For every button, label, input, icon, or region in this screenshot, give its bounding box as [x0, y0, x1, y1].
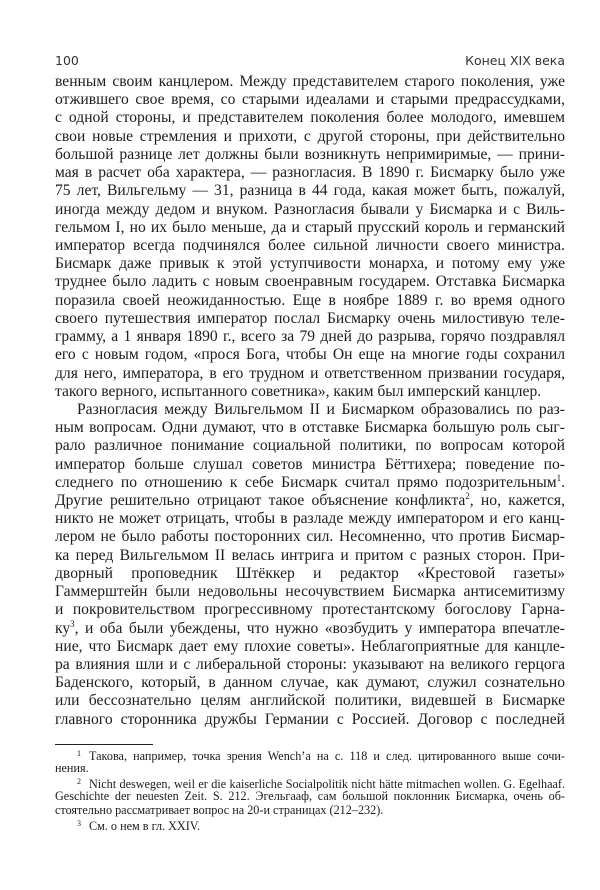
line-text: ку	[55, 619, 71, 637]
line-text: ра влияния шли и с либеральной стороны: указывают на великого герцога	[55, 656, 565, 673]
footnote-divider	[55, 744, 153, 745]
line-text-tail: , и оба были убеждены, что нужно «возбудить у императора впечатле-	[74, 619, 565, 637]
text-line	[55, 383, 565, 401]
line-text: свои новые стремления и прихоти, с другой стороны, при действительно	[55, 127, 565, 145]
text-line	[55, 73, 565, 91]
text-line	[55, 146, 565, 164]
line-text: труднее было ладить с новым своенравным государем. Отставка Бисмарка	[55, 273, 565, 291]
footnote-line	[55, 775, 565, 789]
line-text: следнего по отношению к себе Бисмарк считал прямо подозрительным	[55, 473, 557, 491]
running-title: Конец XIX века	[465, 53, 565, 68]
text-line	[55, 674, 565, 692]
line-text: дворный проповедник Штёккер и редактор «Крестовой газеты»	[55, 564, 565, 582]
text-line	[55, 273, 565, 291]
footnote-number: 1	[77, 749, 81, 758]
footnote-line	[55, 803, 565, 817]
footnote-text: стоятельно рассматривает вопрос на 20-и страницах (212–232).	[55, 803, 384, 817]
footnote-number: 3	[77, 819, 81, 828]
footnote-text: См. о нем в гл. XXIV.	[89, 819, 201, 833]
line-text: своего путешествия император послал Бисмарку очень милостивую теле-	[55, 309, 565, 327]
line-text: или бессознательно целям английской политики, видевшей в Бисмарке	[55, 692, 565, 710]
line-text: его с новым годом, «прося Бога, чтобы Он еще на многие годы сохранил	[55, 346, 565, 364]
text-line	[55, 528, 565, 546]
text-line	[55, 711, 565, 729]
text-line	[55, 437, 565, 455]
line-text: поразила своей неожиданностью. Еще в ноябре 1889 г. во время одного	[55, 291, 565, 309]
line-text: большой разнице лет должны были возникнуть непримиримые, — прини-	[55, 145, 565, 163]
text-line	[55, 565, 565, 583]
footnote-line	[55, 789, 565, 803]
text-line	[55, 601, 565, 619]
text-line	[55, 547, 565, 565]
text-line	[55, 419, 565, 437]
line-text: Баденского, который, в данном случае, как думают, служил сознательно	[55, 674, 565, 692]
line-text: ка перед Вильгельмом II велась интрига и притом с разных сторон. При-	[55, 546, 565, 564]
line-text: никто не может отрицать, чтобы в разладе между императором и его канц-	[55, 510, 565, 528]
line-text: Разногласия между Вильгельмом II и Бисмарком образовались по раз-	[77, 400, 565, 418]
line-text: ным вопросам. Одни думают, что в отставке Бисмарка большую роль сыг-	[55, 419, 565, 437]
line-text: Гаммерштейн были недовольны несочувствием Бисмарка антисемитизму	[55, 583, 565, 601]
line-text: отжившего свое время, со старыми идеалами и старыми предрассудками,	[55, 91, 565, 109]
text-line	[55, 109, 565, 127]
line-text: мая в расчет оба характера, — разногласия. В 1890 г. Бисмарку было уже	[55, 164, 565, 182]
line-text: ние, что Бисмарк дает ему плохие советы». Неблагоприятные для канцле-	[55, 637, 565, 655]
line-text: иногда между дедом и внуком. Разногласия бывали у Бисмарка и с Виль-	[55, 200, 565, 218]
line-text: император больше слушал советов министра Бёттихера; поведение по-	[55, 455, 565, 473]
footnote-line	[55, 817, 565, 831]
line-text: грамму, а 1 января 1890 г., всего за 79 дней до разрыва, горячо поздравлял	[55, 328, 565, 346]
line-text: гельмом I, но их было меньше, да и старый прусский король и германский	[55, 218, 565, 236]
line-text: для него, императора, в его трудном и ответственном призвании государя,	[55, 364, 565, 382]
text-line	[55, 510, 565, 528]
footnote-ref: 1	[556, 472, 562, 483]
text-line	[55, 620, 565, 638]
text-line	[55, 237, 565, 255]
footnote-ref: 3	[70, 618, 75, 629]
text-line	[55, 182, 565, 200]
line-text-tail: , но, кажется,	[469, 492, 565, 510]
body-text	[55, 73, 565, 729]
footnote-text: Такова, например, точка зрения Wench’a на с. 118 и след. цитированного выше сочи-	[89, 749, 565, 763]
text-line	[55, 365, 565, 383]
line-text: рало различное понимание социальной политики, по вопросам которой	[55, 437, 565, 455]
text-line	[55, 474, 565, 492]
footnote-line	[55, 761, 565, 775]
line-text-tail: .	[561, 473, 565, 491]
footnote-ref: 2	[465, 491, 470, 502]
text-line	[55, 401, 565, 419]
text-line	[55, 583, 565, 601]
line-text: с одной стороны, и представителем поколения более молодого, имевшем	[55, 109, 565, 127]
page-number: 100	[55, 53, 79, 68]
line-text: Бисмарк даже привык к этой уступчивости монарха, и потому ему уже	[55, 255, 565, 273]
line-text: главного сторонника дружбы Германии с Россией. Договор с последней	[55, 710, 565, 728]
footnote-text: Nicht deswegen, weil er die kaiserliche Socialpolitik nicht hätte mitmachen wollen. G. Egelhaaf.	[89, 777, 565, 791]
text-line	[55, 128, 565, 146]
text-line	[55, 328, 565, 346]
footnote-text: нения.	[55, 761, 89, 775]
line-text: и покровительством прогрессивному протестантскому богослову Гарна-	[55, 601, 565, 619]
text-line	[55, 164, 565, 182]
line-text: император всегда подчинялся более сильной личности своего министра.	[55, 236, 565, 254]
text-line	[55, 91, 565, 109]
text-line	[55, 310, 565, 328]
text-line	[55, 219, 565, 237]
line-text: венным своим канцлером. Между представителем старого поколения, уже	[55, 73, 565, 90]
text-line	[55, 346, 565, 364]
line-text: 75 лет, Вильгельму — 31, разница в 44 года, какая может быть, пожалуй,	[55, 182, 565, 200]
text-line	[55, 638, 565, 656]
text-line	[55, 492, 565, 510]
text-line	[55, 456, 565, 474]
footnote-line	[55, 747, 565, 761]
text-line	[55, 656, 565, 674]
footnote-text: Geschichte der neuesten Zeit. S. 212. Эгельгааф, сам большой поклонник Бисмарка, очень об-	[55, 789, 565, 803]
text-line	[55, 255, 565, 273]
line-text: Другие решительно отрицают такое объяснение конфликта	[55, 492, 466, 510]
footnote-number: 2	[77, 777, 81, 786]
line-text: такого верного, испытанного советника», каким был имперский канцлер.	[55, 382, 542, 400]
footnotes	[55, 747, 565, 831]
line-text: лером не было работы посторонних сил. Несомненно, что против Бисмар-	[55, 528, 565, 546]
text-line	[55, 692, 565, 710]
text-line	[55, 201, 565, 219]
text-line	[55, 292, 565, 310]
